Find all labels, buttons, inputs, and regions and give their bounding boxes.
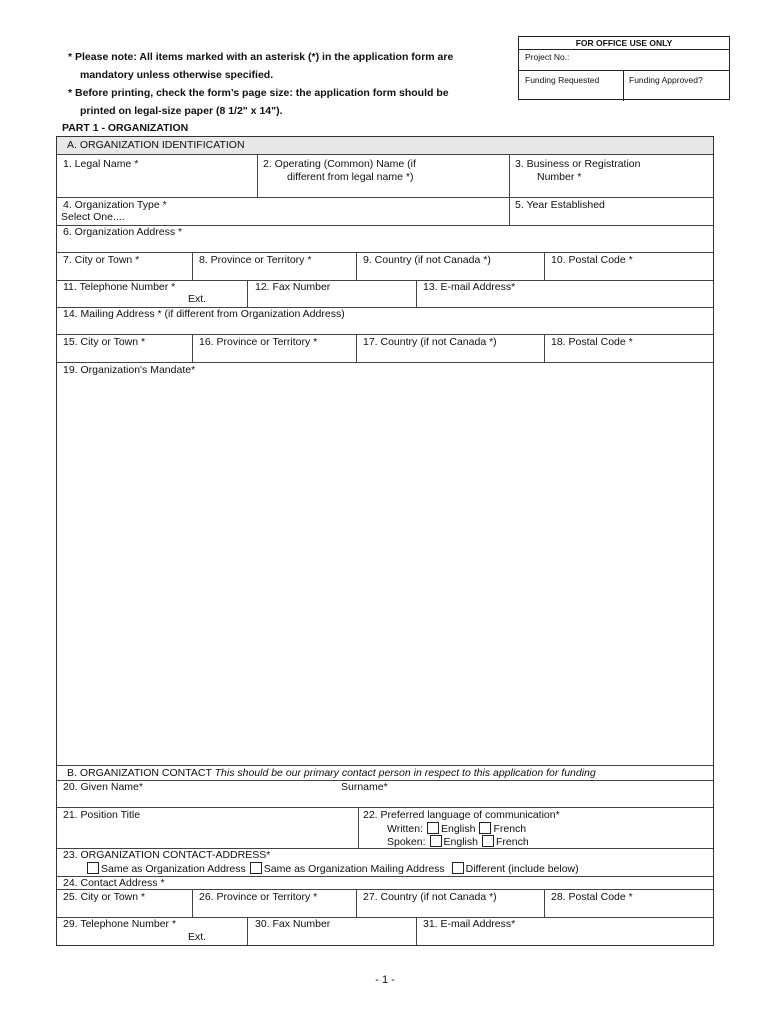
section-b-note: This should be our primary contact person in respect to this application for funding <box>214 767 596 779</box>
business-number-note: Number * <box>537 171 582 183</box>
contact-telephone-field[interactable]: 29. Telephone Number * <box>63 918 177 930</box>
office-use-title: FOR OFFICE USE ONLY <box>519 37 729 50</box>
office-funding-row <box>519 70 729 101</box>
contact-province-field[interactable]: 26. Province or Territory * <box>199 891 318 903</box>
written-french-checkbox[interactable] <box>479 822 491 834</box>
written-language-row <box>387 822 526 836</box>
operating-name-field[interactable]: 2. Operating (Common) Name (if <box>263 158 416 170</box>
office-use-box <box>518 36 730 100</box>
french-label: French <box>493 823 527 835</box>
note-line: * Please note: All items marked with an asterisk (*) in the application form are <box>68 51 454 63</box>
french-label: French <box>495 836 529 848</box>
contact-country-field[interactable]: 27. Country (if not Canada *) <box>363 891 497 903</box>
business-number-field[interactable]: 3. Business or Registration <box>515 158 641 170</box>
fax-field[interactable]: 12. Fax Number <box>255 281 331 293</box>
contact-address-title: 23. ORGANIZATION CONTACT-ADDRESS* <box>63 849 271 861</box>
written-english-checkbox[interactable] <box>427 822 439 834</box>
province-field[interactable]: 8. Province or Territory * <box>199 254 312 266</box>
contact-telephone-ext-field[interactable]: Ext. <box>188 931 207 943</box>
position-title-field[interactable]: 21. Position Title <box>63 809 141 821</box>
same-mailing-address-label: Same as Organization Mailing Address <box>263 863 445 875</box>
contact-address-options <box>83 862 579 876</box>
mailing-city-field[interactable]: 15. City or Town * <box>63 336 146 348</box>
legal-name-field[interactable]: 1. Legal Name * <box>63 158 139 170</box>
contact-fax-field[interactable]: 30. Fax Number <box>255 918 331 930</box>
contact-city-field[interactable]: 25. City or Town * <box>63 891 146 903</box>
mandate-field[interactable]: 19. Organization's Mandate* <box>63 364 196 376</box>
same-org-address-checkbox[interactable] <box>87 862 99 874</box>
organization-address-field[interactable]: 6. Organization Address * <box>63 226 183 238</box>
telephone-field[interactable]: 11. Telephone Number * <box>63 281 176 293</box>
mailing-postal-code-field[interactable]: 18. Postal Code * <box>551 336 633 348</box>
note-line: printed on legal-size paper (8 1/2" x 14"). <box>80 105 283 117</box>
preferred-language-label: 22. Preferred language of communication* <box>363 809 560 821</box>
section-b-label: B. ORGANIZATION CONTACT <box>67 767 212 779</box>
project-no-field[interactable]: Project No.: <box>525 52 570 62</box>
spoken-language-row <box>387 835 529 849</box>
english-label: English <box>440 823 476 835</box>
email-field[interactable]: 13. E-mail Address* <box>423 281 516 293</box>
given-name-field[interactable]: 20. Given Name* <box>63 781 143 793</box>
spoken-english-checkbox[interactable] <box>430 835 442 847</box>
same-org-address-label: Same as Organization Address <box>101 863 246 875</box>
contact-email-field[interactable]: 31. E-mail Address* <box>423 918 516 930</box>
year-established-field[interactable]: 5. Year Established <box>515 199 605 211</box>
note-line: mandatory unless otherwise specified. <box>80 69 274 81</box>
written-label: Written: <box>387 823 423 835</box>
organization-form <box>56 136 714 946</box>
contact-address-field[interactable]: 24. Contact Address * <box>63 877 165 889</box>
english-label: English <box>443 836 478 848</box>
page-number: - 1 - <box>375 974 395 986</box>
funding-requested-field[interactable]: Funding Requested <box>525 75 600 85</box>
note-line: * Before printing, check the form’s page size: the application form should be <box>68 87 449 99</box>
surname-field[interactable]: Surname* <box>341 781 388 793</box>
different-address-checkbox[interactable] <box>452 862 464 874</box>
funding-approved-field[interactable]: Funding Approved? <box>629 75 703 85</box>
telephone-ext-field[interactable]: Ext. <box>188 293 207 305</box>
city-field[interactable]: 7. City or Town * <box>63 254 140 266</box>
contact-postal-code-field[interactable]: 28. Postal Code * <box>551 891 633 903</box>
mailing-province-field[interactable]: 16. Province or Territory * <box>199 336 318 348</box>
organization-type-select[interactable]: Select One.... <box>61 211 125 223</box>
mailing-address-field[interactable]: 14. Mailing Address * (if different from Organization Address) <box>63 308 345 320</box>
different-address-label: Different (include below) <box>465 863 579 875</box>
country-field[interactable]: 9. Country (if not Canada *) <box>363 254 491 266</box>
same-mailing-address-checkbox[interactable] <box>250 862 262 874</box>
postal-code-field[interactable]: 10. Postal Code * <box>551 254 633 266</box>
divider <box>623 71 624 101</box>
part-title: PART 1 - ORGANIZATION <box>62 122 189 134</box>
operating-name-note: different from legal name *) <box>287 171 414 183</box>
organization-type-label: 4. Organization Type * <box>63 199 167 211</box>
spoken-french-checkbox[interactable] <box>482 835 494 847</box>
mailing-country-field[interactable]: 17. Country (if not Canada *) <box>363 336 497 348</box>
note-mandatory <box>68 48 453 120</box>
section-a-title: A. ORGANIZATION IDENTIFICATION <box>67 139 245 151</box>
spoken-label: Spoken: <box>387 836 426 848</box>
section-b-title <box>67 767 596 780</box>
